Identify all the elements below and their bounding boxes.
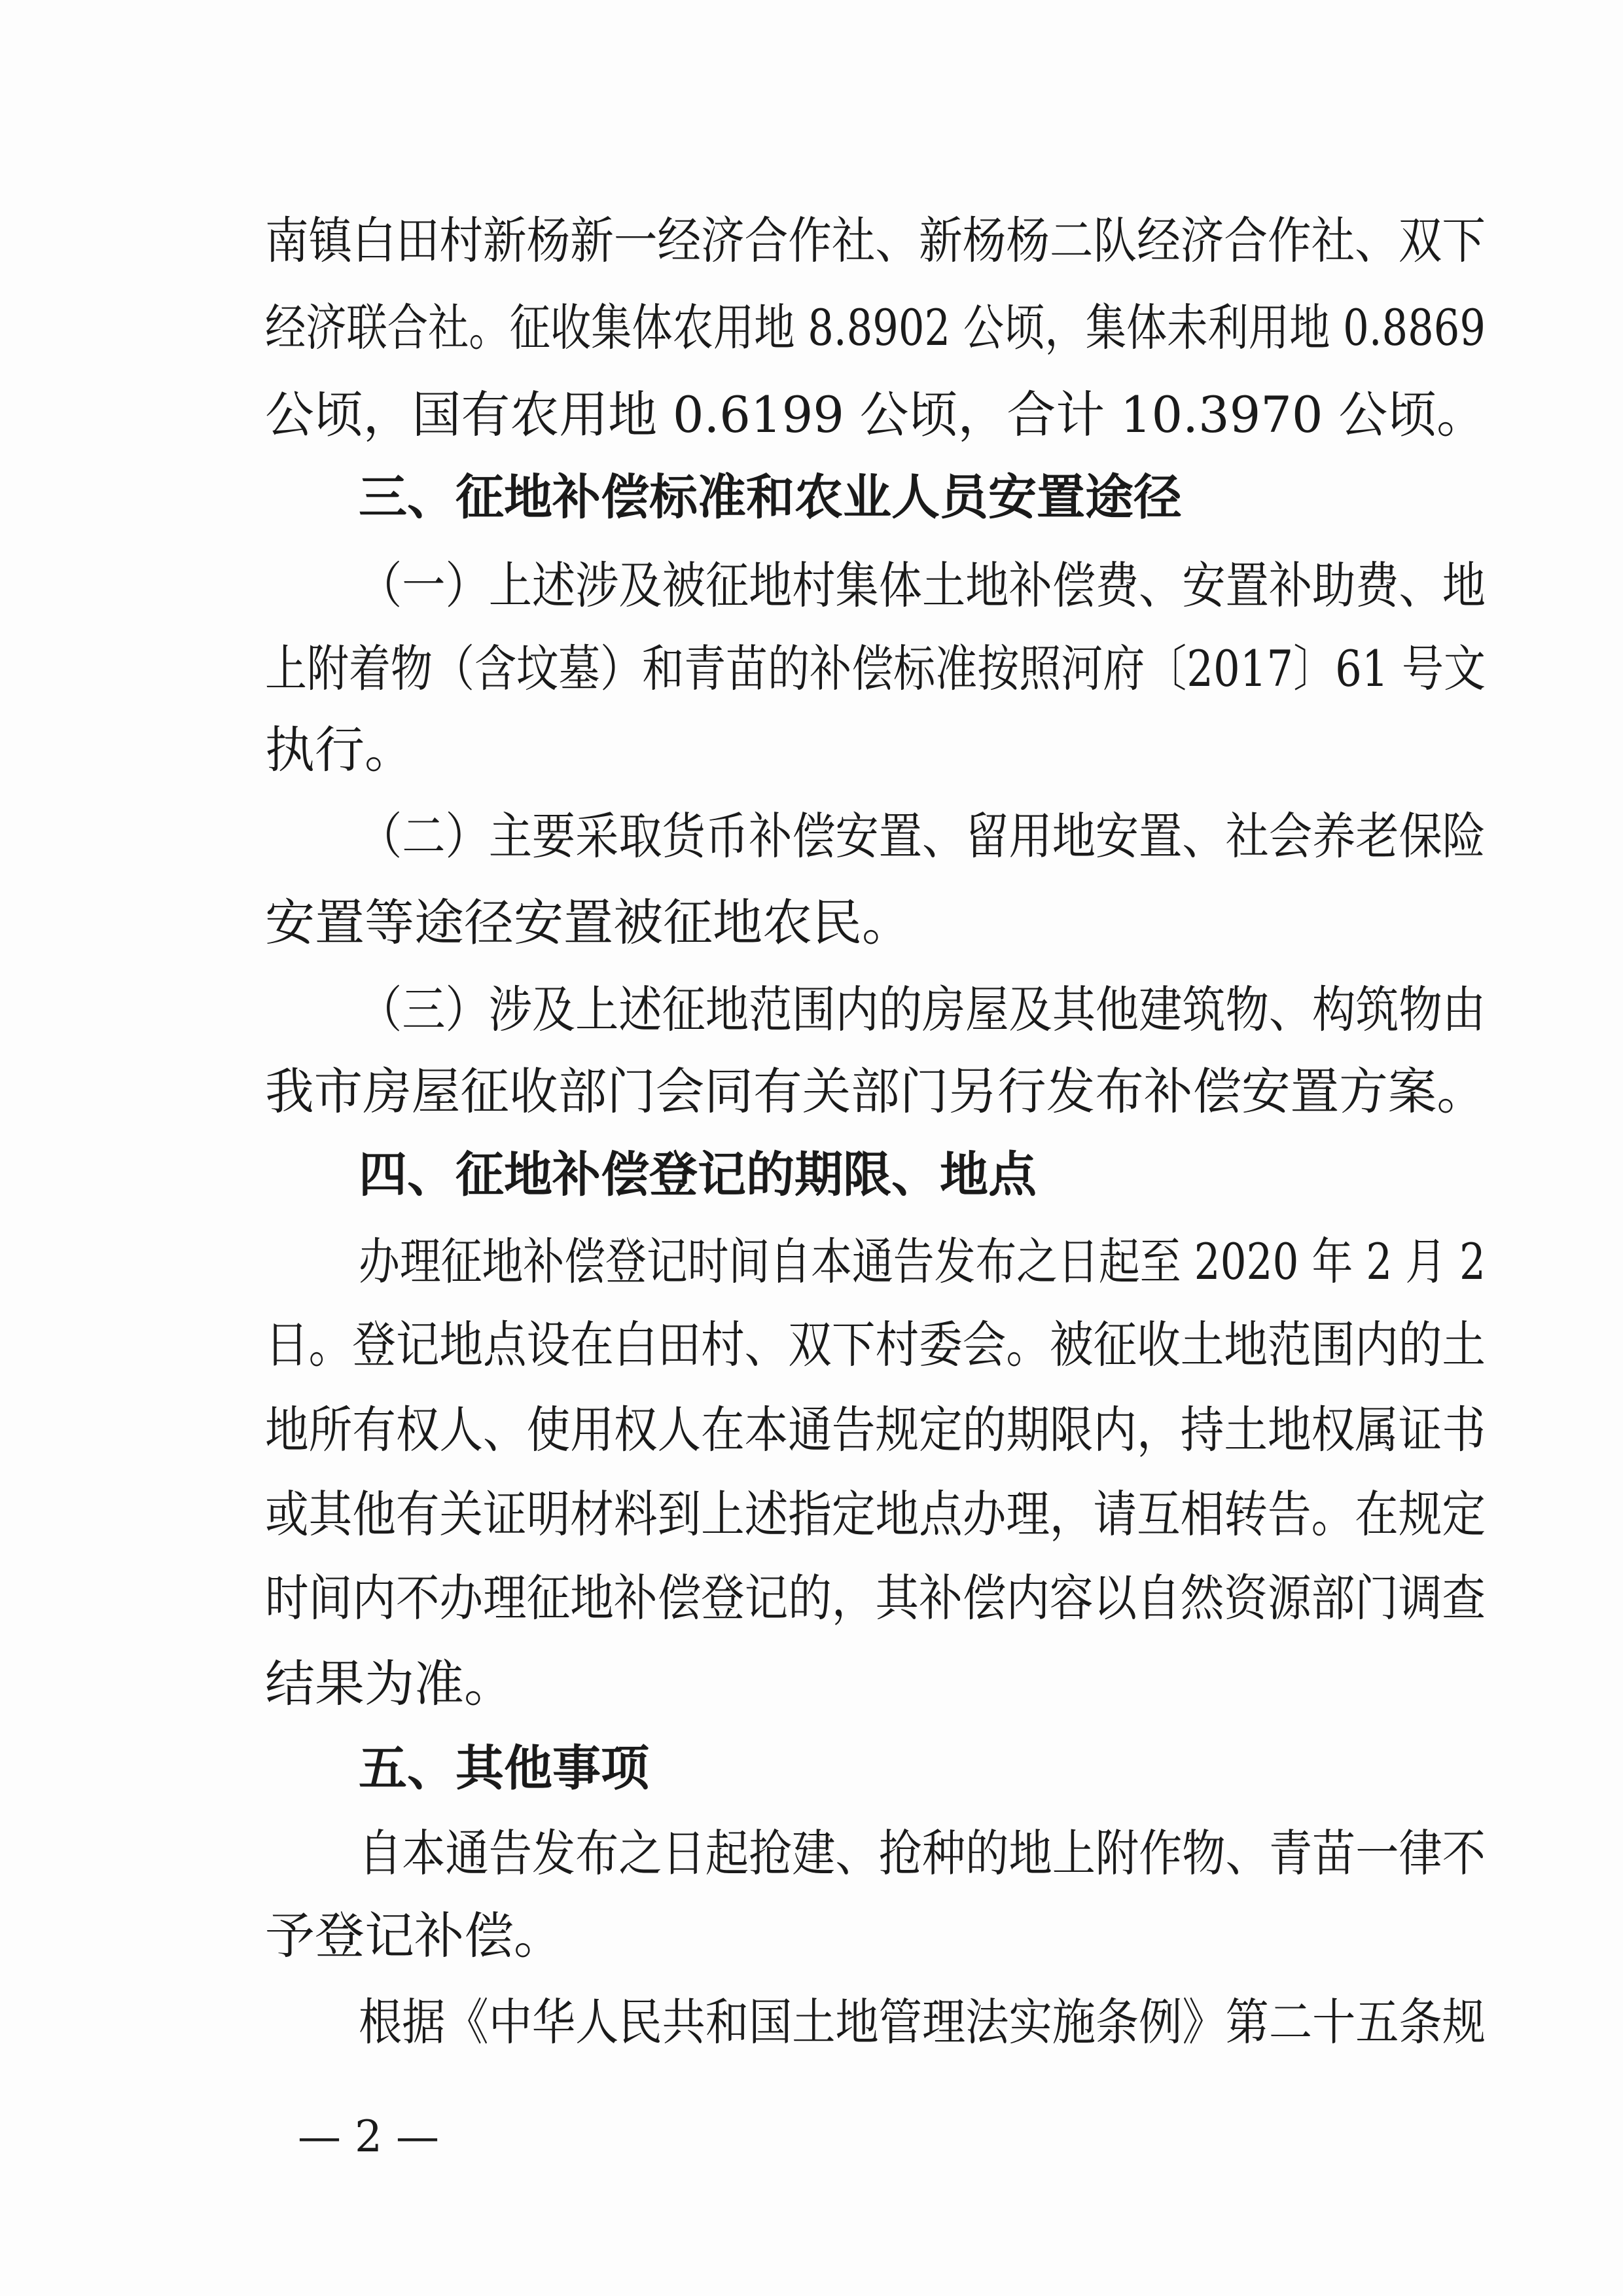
section-heading-text: 五、其他事项 xyxy=(359,1740,649,1797)
page-number: — 2 — xyxy=(298,2111,439,2162)
text-line-content: 南镇白田村新杨新一经济合作社、新杨杨二队经济合作社、双下 xyxy=(265,211,1486,270)
text-line-content: 根据《中华人民共和国土地管理法实施条例》第二十五条规 xyxy=(359,1993,1486,2051)
text-line-content: 安置等途径安置被征地农民。 xyxy=(265,893,912,952)
text-line-content: 我市房屋征收部门会同有关部门另行发布补偿安置方案。 xyxy=(265,1062,1486,1121)
text-line-content: 予登记补偿。 xyxy=(265,1907,563,1965)
section-heading-text: 四、征地补偿登记的期限、地点 xyxy=(359,1147,1037,1203)
text-line-content: 时间内不办理征地补偿登记的，其补偿内容以自然资源部门调查 xyxy=(265,1569,1486,1627)
text-line-content: 或其他有关证明材料到上述指定地点办理，请互相转告。在规定 xyxy=(265,1485,1486,1543)
text-line-content: 地所有权人、使用权人在本通告规定的期限内，持土地权属证书 xyxy=(265,1401,1486,1459)
text-line-content: （二）主要采取货币补偿安置、留用地安置、社会养老保险 xyxy=(359,807,1486,865)
text-line-content: （三）涉及上述征地范围内的房屋及其他建筑物、构筑物由 xyxy=(359,980,1486,1039)
text-line-content: 执行。 xyxy=(265,721,414,779)
section-heading-text: 三、征地补偿标准和农业人员安置途径 xyxy=(359,469,1182,526)
text-line-content: 自本通告发布之日起抢建、抢种的地上附作物、青苗一律不 xyxy=(359,1824,1486,1882)
text-line-content: 结果为准。 xyxy=(265,1655,514,1713)
text-line-content: 经济联合社。征收集体农用地 8.8902 公顷，集体未利用地 0.8869 xyxy=(265,298,1486,357)
text-line-content: 办理征地补偿登记时间自本通告发布之日起至 2020 年 2 月 2 xyxy=(359,1232,1486,1291)
text-line-content: 日。登记地点设在白田村、双下村委会。被征收土地范围内的土 xyxy=(265,1316,1486,1374)
text-line-content: （一）上述涉及被征地村集体土地补偿费、安置补助费、地 xyxy=(359,556,1486,615)
text-line-content: 公顷，国有农用地 0.6199 公顷，合计 10.3970 公顷。 xyxy=(265,386,1486,444)
text-line-content: 上附着物（含坟墓）和青苗的补偿标准按照河府〔2017〕61 号文 xyxy=(265,639,1486,698)
